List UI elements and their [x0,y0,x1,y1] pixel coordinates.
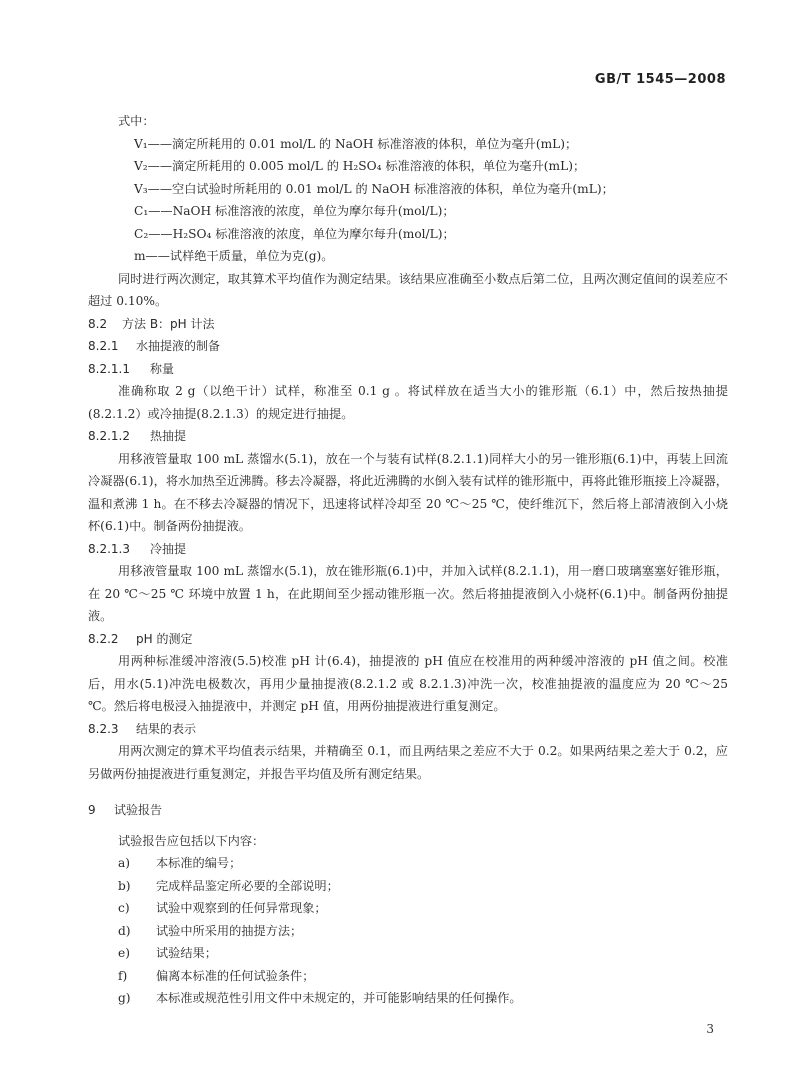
section-number: 8.2.1 [88,339,119,353]
section-title: 热抽提 [150,429,187,443]
section-8-2-2-text: 用两种标准缓冲溶液(5.5)校准 pH 计(6.4)，抽提液的 pH 值应在校准用的两种缓冲溶液的 pH 值之间。校准后，用水(5.1)冲洗电极数次，再用少量抽提液(8.2.1.2 或 8.2.1.3)冲洗一次，校准抽提液的温度应为 20 ℃～25 ℃。然后将电极浸入抽提液中，并测定 pH 值，用两份抽提液进行重复测定。 [88,654,728,713]
report-item-a [88,852,728,875]
list-text: 试验中所采用的抽提方法； [156,923,303,938]
section-title: 试验报告 [114,803,163,817]
list-label: b) [118,878,131,893]
list-label: a) [118,856,131,870]
report-item-c [88,897,728,920]
list-text: 试验中观察到的任何异常现象； [156,901,327,915]
section-number: 8.2.1.1 [88,361,130,376]
section-8-2-1-1-heading [88,358,728,381]
report-item-b [88,875,728,898]
standard-code: GB/T 1545—2008 [594,72,726,87]
section-8-2-1-heading [88,335,728,358]
report-item-f [88,965,728,988]
section-8-2-1-2-text: 用移液管量取 100 mL 蒸馏水(5.1)，放在一个与装有试样(8.2.1.1)同样大小的另一锥形瓶(6.1)中，再装上回流冷凝器(6.1)，将水加热至近沸腾。移去冷凝器，将此近沸腾的水倒入装有试样的锥形瓶中，再将此锥形瓶接上冷凝器，温和煮沸 1 h。在不移去冷凝器的情况下，迅速将试样冷却至 20 ℃～25 ℃，使纤维沉下，然后将上部清液倒入小烧杯(6.1)中。制备两份抽提液。 [88,451,728,533]
section-8-2-1-3-text: 用移液管量取 100 mL 蒸馏水(5.1)，放在锥形瓶(6.1)中，并加入试样(8.2.1.1)，用一磨口玻璃塞塞好锥形瓶，在 20 ℃～25 ℃ 环境中放置 1 h，在此期间至少摇动锥形瓶一次。然后将抽提液倒入小烧杯(6.1)中。制备两份抽提液。 [88,564,728,623]
section-8-2-2-heading [88,628,728,651]
variable-c1: C₁——NaOH 标准溶液的浓度，单位为摩尔每升(mol/L)； [134,204,455,218]
list-label: d) [118,923,131,938]
variable-m: m——试样绝干质量，单位为克(g)。 [134,249,334,263]
section-title: 方法 B：pH 计法 [122,316,215,331]
section-number: 8.2.3 [88,721,119,736]
list-text: 本标准的编号； [156,856,242,870]
report-intro: 试验报告应包括以下内容： [118,833,265,848]
section-8-2-heading [88,313,728,336]
list-text: 完成样品鉴定所必要的全部说明； [156,878,339,893]
section-8-2-3-heading [88,718,728,741]
section-number: 9 [88,803,96,817]
section-title: 水抽提液的制备 [136,339,221,353]
section-8-2-3-text: 用两次测定的算术平均值表示结果，并精确至 0.1，而且两结果之差应不大于 0.2。如果两结果之差大于 0.2，应另做两份抽提液进行重复测定，并报告平均值及所有测定结果。 [88,744,728,781]
section-8-2-1-3-heading [88,538,728,561]
section-number: 8.2.2 [88,631,119,646]
section-title: 结果的表示 [136,721,197,736]
section-title: pH 的测定 [136,631,193,646]
variable-c2: C₂——H₂SO₄ 标准溶液的浓度，单位为摩尔每升(mol/L)； [134,226,455,241]
section-number: 8.2.1.2 [88,429,130,443]
section-number: 8.2 [88,316,108,331]
list-text: 本标准或规范性引用文件中未规定的，并可能影响结果的任何操作。 [156,991,522,1005]
list-label: c) [118,901,130,915]
variable-v2: V₂——滴定所耗用的 0.005 mol/L 的 H₂SO₄ 标准溶液的体积，单位为毫升(mL)； [134,159,586,173]
result-paragraph: 同时进行两次测定，取其算术平均值作为测定结果。该结果应准确至小数点后第二位，且两次测定值间的误差应不超过 0.10%。 [88,271,728,308]
report-item-g [88,987,728,1010]
list-label: g) [118,991,131,1005]
variable-v1: V₁——滴定所耗用的 0.01 mol/L 的 NaOH 标准溶液的体积，单位为毫升(mL)； [134,136,578,151]
section-title: 称量 [150,361,175,376]
report-item-d [88,920,728,943]
section-8-2-1-2-heading [88,425,728,448]
page-number: 3 [706,1022,714,1036]
list-label: f) [118,968,128,983]
document-body [88,110,728,1010]
section-8-2-1-1-text: 准确称取 2 g（以绝干计）试样，称准至 0.1 g 。将试样放在适当大小的锥形瓶（6.1）中，然后按热抽提(8.2.1.2）或冷抽提(8.2.1.3）的规定进行抽提。 [88,384,728,421]
report-item-e [88,942,728,965]
list-text: 试验结果； [156,946,217,960]
section-number: 8.2.1.3 [88,541,130,556]
formula-intro: 式中： [118,114,155,128]
list-text: 偏离本标准的任何试验条件； [156,968,315,983]
section-title: 冷抽提 [150,541,187,556]
list-label: e) [118,946,130,960]
variable-v3: V₃——空白试验时所耗用的 0.01 mol/L 的 NaOH 标准溶液的体积，单位为毫升(mL)； [134,181,614,196]
section-9-heading [88,799,728,822]
